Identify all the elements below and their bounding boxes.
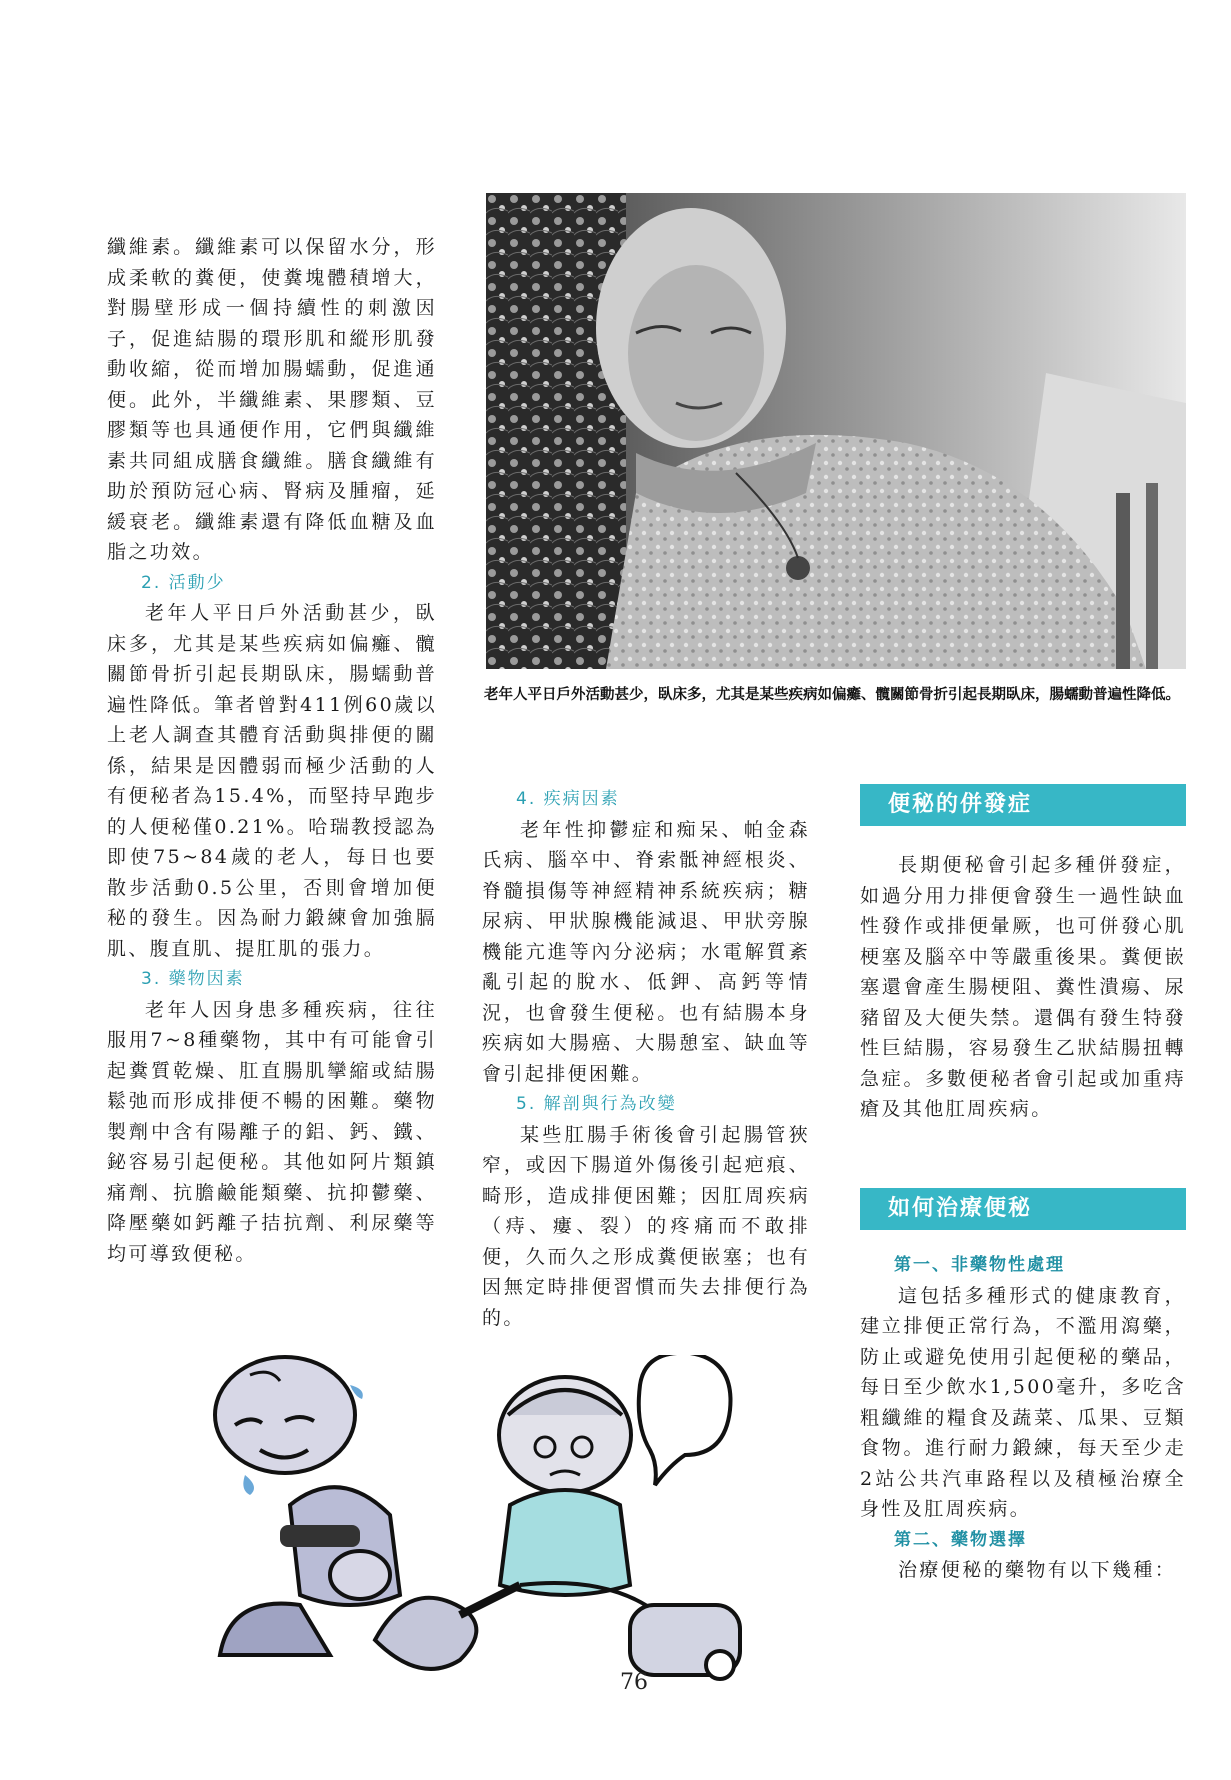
treatment-block [860, 1250, 1186, 1586]
disease-paragraph: 老年性抑鬱症和痴呆、帕金森氏病、腦卒中、脊索骶神經根炎、脊髓損傷等神經精神系統疾病；糖尿病、甲狀腺機能減退、甲狀旁腺機能亢進等內分泌病；水電解質紊亂引起的脫水、低鉀、高鈣等情況，也會發生便秘。也有結腸本身疾病如大腸癌、大腸憩室、缺血等會引起排便困難。 [482, 818, 810, 1085]
activity-paragraph: 老年人平日戶外活動甚少，臥床多，尤其是某些疾病如偏癱、髖關節骨折引起長期臥床，腸蠕動普遍性降低。筆者曾對411例60歲以上老人調查其體育活動與排便的關係，結果是因體弱而極少活動的人有便秘者為15.4%，而堅持早跑步的人便秘僅0.21%。哈瑞教授認為即使75~84歲的老人，每日也要散步活動0.5公里，否則會增加便秘的發生。因為耐力鍛練會加強膈肌、腹直肌、提肛肌的張力。 [107, 602, 437, 960]
non-drug-paragraph: 這包括多種形式的健康教育，建立排便正常行為，不濫用瀉藥，防止或避免使用引起便秘的藥品，每日至少飲水1,500毫升，多吃含粗纖維的糧食及蔬菜、瓜果、豆類食物。進行耐力鍛練，每天至少走2站公共汽車路程以及積極治療全身性及肛周疾病。 [860, 1284, 1186, 1520]
heading-non-drug: 第一、非藥物性處理 [894, 1255, 1065, 1275]
heading-disease-factors: 4. 疾病因素 [516, 789, 620, 809]
anatomy-paragraph: 某些肛腸手術後會引起腸管狹窄，或因下腸道外傷後引起疤痕、畸形，造成排便困難；因肛周疾病（痔、瘻、裂）的疼痛而不敢排便，久而久之形成糞便嵌塞；也有因無定時排便習慣而失去排便行為的。 [482, 1123, 810, 1329]
middle-column [482, 784, 810, 1333]
complications-paragraph: 長期便秘會引起多種併發症，如過分用力排便會發生一過性缺血性發作或排便暈厥，也可併發心肌梗塞及腦卒中等嚴重後果。糞便嵌塞還會產生腸梗阻、糞性潰瘍、尿豬留及大便失禁。還偶有發生特發性巨結腸，容易發生乙狀結腸扭轉急症。多數便秘者會引起或加重痔瘡及其他肛周疾病。 [860, 854, 1186, 1120]
complications-section-header: 便秘的併發症 [860, 784, 1186, 826]
drug-paragraph: 老年人因身患多種疾病，往往服用7~8種藥物，其中有可能會引起糞質乾燥、肛直腸肌攣縮或結腸鬆弛而形成排便不暢的困難。藥物製劑中含有陽離子的鋁、鈣、鐵、鉍容易引起便秘。其他如阿片類鎮痛劑、抗膽鹼能類藥、抗抑鬱藥、降壓藥如鈣離子拮抗劑、利尿藥等均可導致便秘。 [107, 998, 437, 1265]
heading-less-activity: 2. 活動少 [141, 572, 226, 593]
heading-drug-choice: 第二、藥物選擇 [894, 1529, 1027, 1550]
page-number: 76 [620, 1670, 648, 1695]
fiber-paragraph: 纖維素。纖維素可以保留水分，形成柔軟的糞便，使糞塊體積增大，對腸壁形成一個持續性的刺激因子，促進結腸的環形肌和縱形肌發動收縮，從而增加腸蠕動，促進通便。此外，半纖維素、果膠類、豆膠類等也具通便作用，它們與纖維素共同組成膳食纖維。膳食纖維有助於預防冠心病、腎病及腫瘤，延緩衰老。纖維素還有降低血糖及血脂之功效。 [107, 236, 437, 563]
treatment-section-header: 如何治療便秘 [860, 1188, 1186, 1230]
constipation-cartoon-illustration [190, 1355, 810, 1685]
elderly-woman-photo [486, 193, 1186, 669]
heading-drug-factors: 3. 藥物因素 [141, 969, 245, 989]
photo-caption: 老年人平日戶外活動甚少，臥床多，尤其是某些疾病如偏癱、髖關節骨折引起長期臥床，腸蠕動普遍性降低。 [484, 687, 1180, 703]
left-column [107, 232, 437, 1269]
heading-anatomy-behavior: 5. 解剖與行為改變 [516, 1094, 677, 1114]
complications-block [860, 850, 1186, 1125]
drug-choice-paragraph: 治療便秘的藥物有以下幾種： [898, 1559, 1177, 1581]
